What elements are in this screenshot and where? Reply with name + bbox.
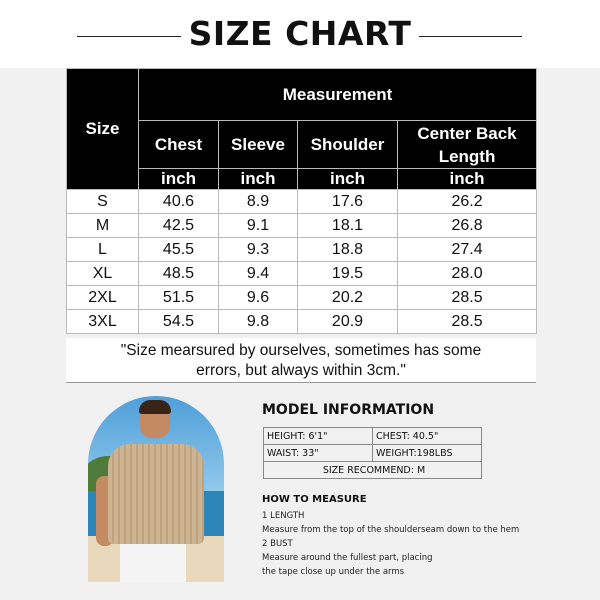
unit-sleeve: inch (219, 169, 298, 190)
length-cell: 28.5 (398, 286, 537, 310)
measure-length-text: Measure from the top of the shoulderseam down to the hem (262, 525, 520, 535)
page-title (0, 14, 600, 53)
chest-cell: 42.5 (139, 214, 219, 238)
length-cell: 27.4 (398, 238, 537, 262)
column-header-shoulder: Shoulder (298, 121, 398, 169)
model-information-title: MODEL INFORMATION (262, 402, 435, 418)
size-note (66, 338, 536, 382)
measure-bust-text-2: the tape close up under the arms (262, 567, 405, 577)
length-cell: 26.8 (398, 214, 537, 238)
unit-shoulder: inch (298, 169, 398, 190)
shoulder-cell: 18.1 (298, 214, 398, 238)
size-cell: S (67, 190, 139, 214)
length-cell: 28.0 (398, 262, 537, 286)
sleeve-cell: 8.9 (219, 190, 298, 214)
size-note-line-2: errors, but always within 3cm." (196, 362, 406, 379)
size-cell: XL (67, 262, 139, 286)
shoulder-cell: 17.6 (298, 190, 398, 214)
model-photo (88, 396, 224, 582)
table-row (67, 310, 537, 334)
model-information-table (263, 427, 482, 479)
shoulder-cell: 20.2 (298, 286, 398, 310)
measure-bust-text-1: Measure around the fullest part, placing (262, 553, 433, 563)
chest-cell: 51.5 (139, 286, 219, 310)
measurement-header: Measurement (139, 69, 537, 121)
length-cell: 26.2 (398, 190, 537, 214)
shoulder-cell: 19.5 (298, 262, 398, 286)
sleeve-cell: 9.3 (219, 238, 298, 262)
header (0, 0, 600, 68)
size-cell: L (67, 238, 139, 262)
sleeve-cell: 9.4 (219, 262, 298, 286)
page-title-text: SIZE CHART (181, 14, 420, 53)
chest-cell: 45.5 (139, 238, 219, 262)
size-cell: M (67, 214, 139, 238)
unit-chest: inch (139, 169, 219, 190)
sleeve-cell: 9.6 (219, 286, 298, 310)
model-size-recommend: SIZE RECOMMEND: M (264, 462, 482, 479)
model-waist: WAIST: 33" (264, 445, 373, 462)
size-chart-table (66, 68, 536, 334)
table-row (67, 214, 537, 238)
chest-cell: 48.5 (139, 262, 219, 286)
table-row (67, 190, 537, 214)
table-row (67, 286, 537, 310)
column-header-sleeve: Sleeve (219, 121, 298, 169)
unit-center-back-length: inch (398, 169, 537, 190)
chest-cell: 54.5 (139, 310, 219, 334)
table-row (67, 262, 537, 286)
section-divider (66, 382, 536, 383)
model-weight: WEIGHT:198LBS (373, 445, 482, 462)
model-chest: CHEST: 40.5" (373, 428, 482, 445)
shoulder-cell: 20.9 (298, 310, 398, 334)
measure-bust-title: 2 BUST (262, 539, 293, 549)
length-cell: 28.5 (398, 310, 537, 334)
size-cell: 2XL (67, 286, 139, 310)
shoulder-cell: 18.8 (298, 238, 398, 262)
column-header-center-back-length: Center Back Length (398, 121, 537, 169)
measure-length-title: 1 LENGTH (262, 511, 305, 521)
column-header-chest: Chest (139, 121, 219, 169)
sleeve-cell: 9.8 (219, 310, 298, 334)
how-to-measure-title: HOW TO MEASURE (262, 494, 367, 505)
chest-cell: 40.6 (139, 190, 219, 214)
model-height: HEIGHT: 6'1" (264, 428, 373, 445)
sleeve-cell: 9.1 (219, 214, 298, 238)
size-header: Size (67, 69, 139, 190)
table-row (67, 238, 537, 262)
size-note-line-1: "Size mearsured by ourselves, sometimes has some (120, 342, 482, 359)
size-cell: 3XL (67, 310, 139, 334)
